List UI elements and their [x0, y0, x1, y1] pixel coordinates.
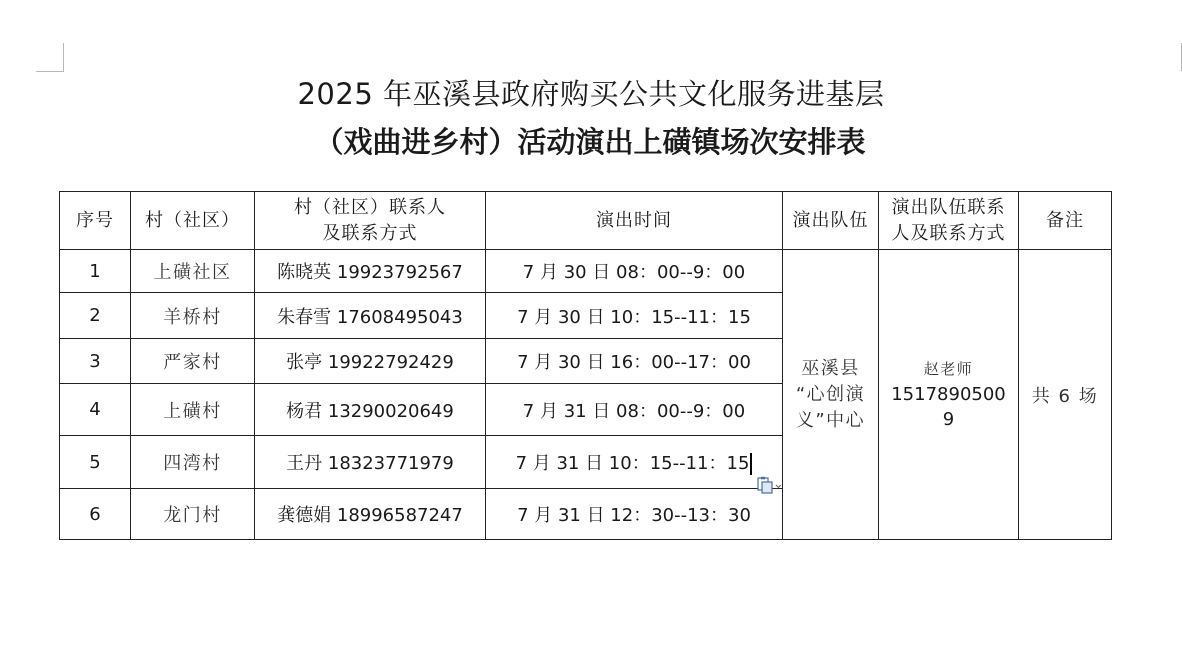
team-contact-cell: [879, 250, 1019, 540]
row-index: 3: [60, 339, 131, 384]
table-header-row: [60, 192, 1112, 250]
row-index: 4: [60, 384, 131, 436]
row-contact: 龚德娟 18996587247: [255, 489, 486, 540]
row-contact: 杨君 13290020649: [255, 384, 486, 436]
text-cursor: [750, 453, 752, 475]
header-team: 演出队伍: [783, 192, 879, 250]
row-village: 严家村: [131, 339, 255, 384]
row-time: 7 月 30 日 16：00--17：00: [486, 339, 783, 384]
header-contact-line2: 及联系方式: [322, 222, 418, 244]
schedule-table: [59, 191, 1112, 540]
row-time: 7 月 31 日 10：15--11：15: [515, 453, 750, 474]
header-team-contact: [879, 192, 1019, 250]
team-contact-name: 赵老师: [923, 360, 974, 378]
row-index: 2: [60, 293, 131, 339]
header-time: 演出时间: [486, 192, 783, 250]
row-contact: 朱春雪 17608495043: [255, 293, 486, 339]
paste-options-icon[interactable]: [756, 476, 782, 494]
header-team-contact-line1: 演出队伍联系: [891, 196, 1006, 218]
header-village: 村（社区）: [131, 192, 255, 250]
header-remark: 备注: [1019, 192, 1112, 250]
row-time: 7 月 30 日 10：15--11：15: [486, 293, 783, 339]
team-cell: [783, 250, 879, 540]
row-contact: 陈晓英 19923792567: [255, 250, 486, 293]
row-village: 上磺社区: [131, 250, 255, 293]
team-contact-phone-line1: 1517890500: [891, 384, 1006, 405]
row-time: 7 月 31 日 08：00--9：00: [486, 384, 783, 436]
page-corner-marker-left: [36, 43, 64, 72]
row-village: 四湾村: [131, 436, 255, 489]
row-time-cell[interactable]: [486, 436, 783, 489]
team-line2: “心创演: [795, 383, 866, 405]
row-time: 7 月 31 日 12：30--13：30: [486, 489, 783, 540]
team-contact-phone-line2: 9: [942, 409, 955, 430]
header-index: 序号: [60, 192, 131, 250]
row-index: 1: [60, 250, 131, 293]
header-contact-line1: 村（社区）联系人: [294, 196, 446, 218]
header-team-contact-line2: 人及联系方式: [891, 222, 1006, 244]
row-village: 上磺村: [131, 384, 255, 436]
row-index: 5: [60, 436, 131, 489]
remark-cell: 共 6 场: [1019, 250, 1112, 540]
document-title-line2: （戏曲进乡村）活动演出上磺镇场次安排表: [314, 125, 866, 159]
row-contact: 张亭 19922792429: [255, 339, 486, 384]
row-time: 7 月 30 日 08：00--9：00: [486, 250, 783, 293]
table-row: [60, 250, 1112, 293]
document-title-line1: 2025 年巫溪县政府购买公共文化服务进基层: [297, 77, 885, 111]
team-line3: 义”中心: [795, 409, 866, 431]
row-index: 6: [60, 489, 131, 540]
row-contact: 王丹 18323771979: [255, 436, 486, 489]
row-village: 龙门村: [131, 489, 255, 540]
header-contact: [255, 192, 486, 250]
team-line1: 巫溪县: [801, 357, 860, 379]
row-village: 羊桥村: [131, 293, 255, 339]
